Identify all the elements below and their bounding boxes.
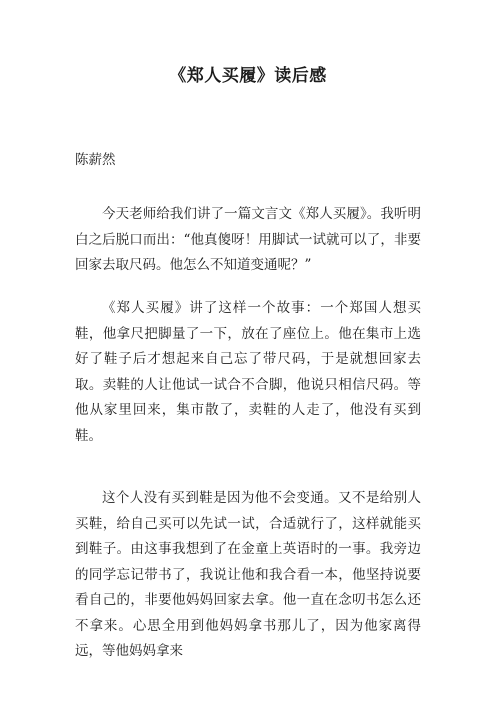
document-title: 《郑人买履》读后感	[169, 66, 327, 86]
paragraph-2: 《郑人买履》讲了这样一个故事：一个郑国人想买鞋，他拿尺把脚量了一下，放在了座位上。他在集市上选好了鞋子后才想起来自己忘了带尺码，于是就想回家去取。卖鞋的人让他试一试合不合脚，他说只相信尺码。等他从家里回来，集市散了，卖鞋的人走了，他没有买到鞋。	[75, 300, 421, 444]
paragraph-1: 今天老师给我们讲了一篇文言文《郑人买履》。我听明白之后脱口而出：“他真傻呀！用脚试一试就可以了，非要回家去取尺码。他怎么不知道变通呢？”	[75, 206, 421, 273]
paragraph-3: 这个人没有买到鞋是因为他不会变通。又不是给别人买鞋，给自己买可以先试一试，合适就行了，这样就能买到鞋子。由这事我想到了在金童上英语时的一事。我旁边的同学忘记带书了，我说让他和我合看一本，他坚持说要看自己的，非要他妈妈回家去拿。他一直在念叨书怎么还不拿来。心思全用到他妈妈拿书那儿了，因为他家离得远，等他妈妈拿来	[75, 490, 421, 659]
author-name: 陈薪然	[75, 152, 116, 168]
